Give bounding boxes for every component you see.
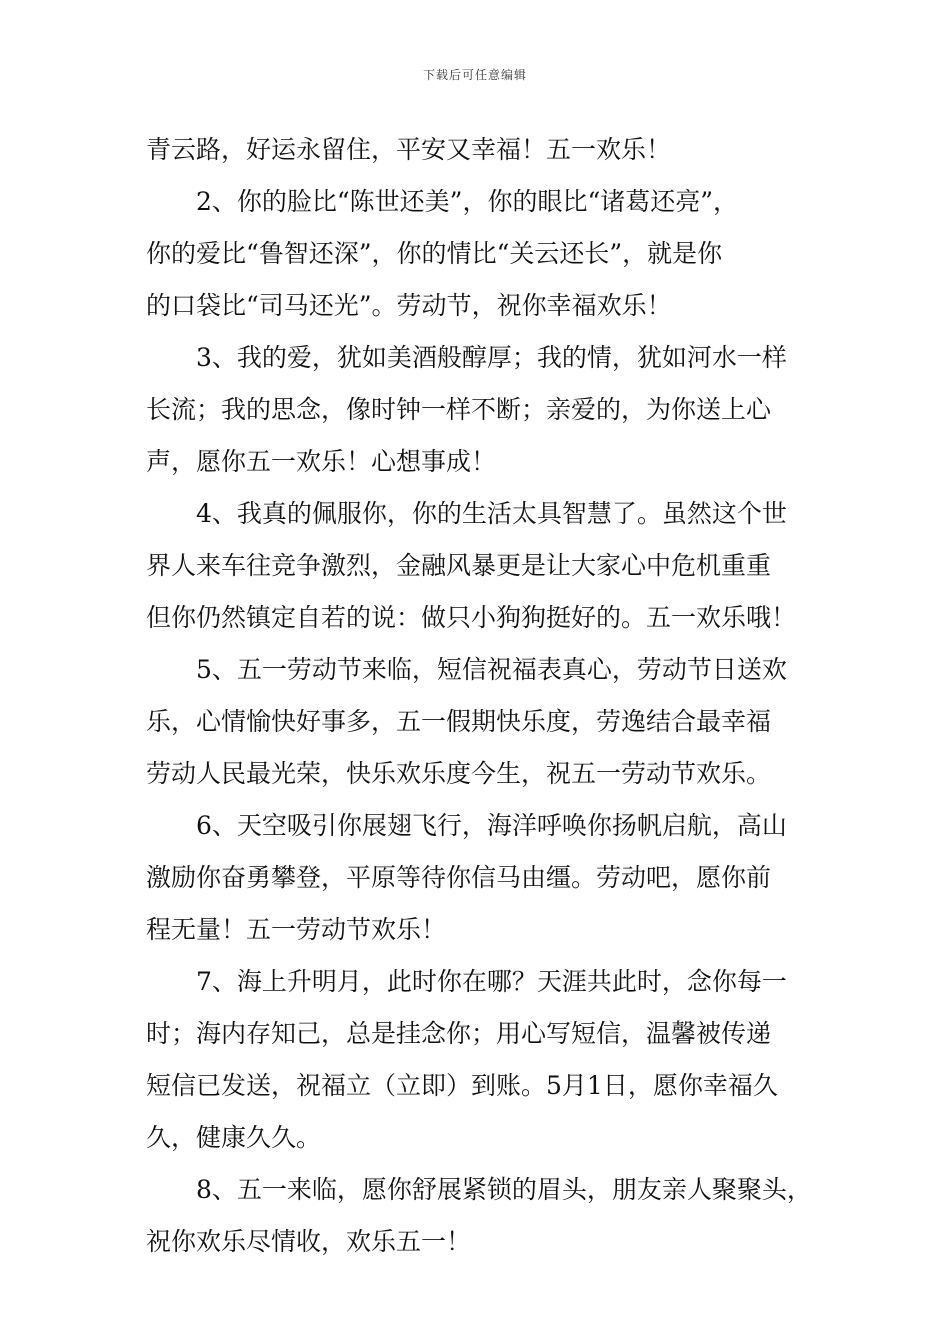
text-line: 祝你欢乐尽情收，欢乐五一！ xyxy=(146,1227,472,1256)
paragraph-item-2 xyxy=(146,176,830,332)
text-line: 你的爱比“鲁智还深”，你的情比“关云还长”，就是你 xyxy=(146,239,723,268)
page-header: 下载后可任意编辑 xyxy=(422,68,527,82)
text-line: 5、五一劳动节来临，短信祝福表真心，劳动节日送欢 xyxy=(196,655,787,684)
text-line: 短信已发送，祝福立（立即）到账。5月1日，愿你幸福久 xyxy=(146,1071,778,1100)
text-line: 声，愿你五一欢乐！心想事成！ xyxy=(146,447,497,476)
text-line: 3、我的爱，犹如美酒般醇厚；我的情，犹如河水一样 xyxy=(196,343,787,372)
text-line: 但你仍然镇定自若的说：做只小狗狗挺好的。五一欢乐哦！ xyxy=(146,603,797,632)
text-line: 时；海内存知己，总是挂念你；用心写短信，温馨被传递 xyxy=(146,1019,772,1048)
paragraph-item-5 xyxy=(146,644,830,800)
paragraph-item-7 xyxy=(146,956,830,1164)
text-line: 程无量！五一劳动节欢乐！ xyxy=(146,915,447,944)
paragraph-item-4 xyxy=(146,488,830,644)
text-line: 界人来车往竞争激烈，金融风暴更是让大家心中危机重重 xyxy=(146,551,772,580)
paragraph-item-6 xyxy=(146,800,830,956)
paragraph-continuation xyxy=(146,124,830,176)
text-line: 2、你的脸比“陈世还美”，你的眼比“诸葛还亮”， xyxy=(196,187,739,216)
text-line: 激励你奋勇攀登，平原等待你信马由缰。劳动吧，愿你前 xyxy=(146,863,772,892)
text-line: 劳动人民最光荣，快乐欢乐度今生，祝五一劳动节欢乐。 xyxy=(146,759,772,788)
text-line: 乐，心情愉快好事多，五一假期快乐度，劳逸结合最幸福 xyxy=(146,707,772,736)
paragraph-item-8 xyxy=(146,1164,830,1268)
text-line: 长流；我的思念，像时钟一样不断；亲爱的，为你送上心 xyxy=(146,395,772,424)
paragraph-item-3 xyxy=(146,332,830,488)
text-line: 6、天空吸引你展翅飞行，海洋呼唤你扬帆启航，高山 xyxy=(196,811,787,840)
text-line: 青云路，好运永留住，平安又幸福！五一欢乐！ xyxy=(146,135,672,164)
text-line: 的口袋比“司马还光”。劳动节，祝你幸福欢乐！ xyxy=(146,291,672,320)
text-line: 7、海上升明月，此时你在哪？天涯共此时，念你每一 xyxy=(196,967,787,996)
text-line: 4、我真的佩服你，你的生活太具智慧了。虽然这个世 xyxy=(196,499,787,528)
document-body xyxy=(146,124,830,1268)
text-line: 久，健康久久。 xyxy=(146,1123,322,1152)
text-line: 8、五一来临，愿你舒展紧锁的眉头，朋友亲人聚聚头， xyxy=(196,1175,812,1204)
